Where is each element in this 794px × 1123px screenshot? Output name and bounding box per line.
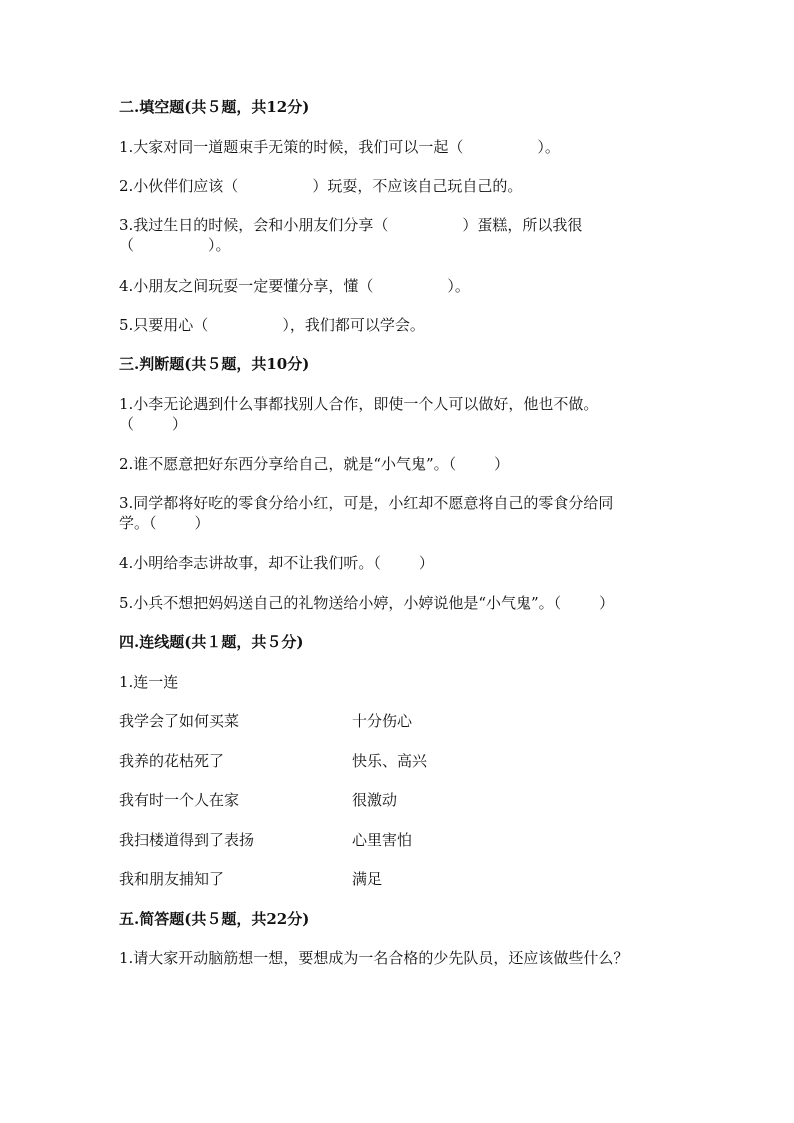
question-text: 2.小伙伴们应该（	[119, 177, 239, 195]
true-false-question-2	[119, 454, 679, 474]
true-false-question-1-line-2	[119, 414, 679, 434]
question-text: 5.小兵不想把妈妈送自己的礼物送给小婷，小婷说他是“小气鬼”。（	[119, 594, 562, 612]
true-false-question-3-line-1: 3.同学都将好吃的零食分给小红，可是，小红却不愿意将自己的零食分给同	[119, 494, 614, 512]
fill-blank-question-3-line-1	[119, 215, 679, 235]
section-heading-true-false: 三.判断题(共５题，共10分)	[119, 355, 310, 373]
true-false-question-4	[119, 553, 679, 573]
matching-question-1: 1.连一连	[119, 673, 179, 691]
question-text: ）	[172, 415, 188, 433]
match-left-item[interactable]: 我有时一个人在家	[119, 791, 240, 809]
match-left-item[interactable]: 我养的花枯死了	[119, 752, 225, 770]
question-text: ）蛋糕，所以我很	[462, 216, 583, 234]
question-text: 2.谁不愿意把好东西分享给自己，就是“小气鬼”。（	[119, 455, 457, 473]
question-text: ）	[599, 594, 615, 612]
true-false-question-3-line-2	[119, 513, 679, 533]
question-text: ）	[494, 455, 510, 473]
question-text: ）	[194, 514, 210, 532]
question-text: 1.大家对同一道题束手无策的时候，我们可以一起（	[119, 138, 464, 156]
question-text: 4.小明给李志讲故事，却不让我们听。（	[119, 554, 381, 572]
question-text: 3.我过生日的时候，会和小朋友们分享（	[119, 216, 389, 234]
question-text: （	[119, 415, 135, 433]
fill-blank-question-5	[119, 315, 679, 335]
question-text: ）玩耍，不应该自己玩自己的。	[312, 177, 523, 195]
fill-blank-question-2	[119, 176, 679, 196]
fill-blank-question-4	[119, 276, 679, 296]
question-text: ）。	[208, 236, 231, 254]
question-text: ）	[418, 554, 434, 572]
section-heading-short-answer: 五.简答题(共５题，共22分)	[119, 910, 310, 928]
match-left-item[interactable]: 我扫楼道得到了表扬	[119, 831, 255, 849]
match-right-item[interactable]: 快乐、高兴	[352, 752, 428, 770]
question-text: （	[119, 236, 135, 254]
match-right-item[interactable]: 满足	[352, 870, 383, 888]
fill-blank-question-3-line-2	[119, 235, 679, 255]
question-text: ），我们都可以学会。	[282, 316, 425, 334]
section-heading-fill-blank: 二.填空题(共５题，共12分)	[119, 98, 310, 116]
question-text: ）。	[447, 277, 470, 295]
section-heading-matching: 四.连线题(共１题，共５分)	[119, 633, 304, 651]
match-right-item[interactable]: 十分伤心	[352, 712, 413, 730]
true-false-question-1-line-1: 1.小李无论遇到什么事都找别人合作，即使一个人可以做好，他也不做。	[119, 395, 599, 413]
short-answer-question-1: 1.请大家开动脑筋想一想，要想成为一名合格的少先队员，还应该做些什么？	[119, 949, 629, 967]
fill-blank-question-1	[119, 137, 679, 157]
match-left-item[interactable]: 我和朋友捕知了	[119, 870, 225, 888]
question-text: ）。	[537, 138, 560, 156]
question-text: 4.小朋友之间玩耍一定要懂分享，懂（	[119, 277, 374, 295]
true-false-question-5	[119, 593, 679, 613]
question-text: 5.只要用心（	[119, 316, 209, 334]
match-left-item[interactable]: 我学会了如何买菜	[119, 712, 240, 730]
question-text: 学。（	[119, 514, 157, 532]
match-right-item[interactable]: 很激动	[352, 791, 398, 809]
match-right-item[interactable]: 心里害怕	[352, 831, 413, 849]
